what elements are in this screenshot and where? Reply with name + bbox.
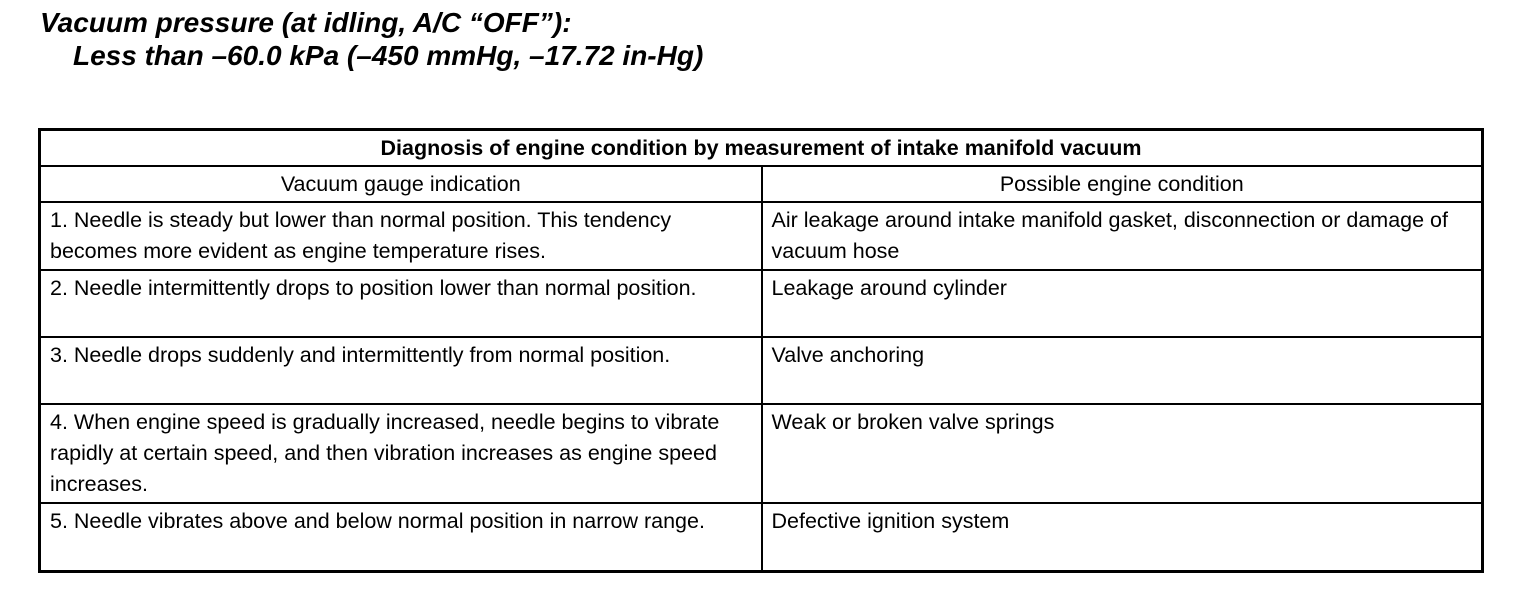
column-header-indication: Vacuum gauge indication <box>40 166 762 202</box>
table-caption: Diagnosis of engine condition by measurement of intake manifold vacuum <box>40 130 1483 167</box>
indication-cell: 4. When engine speed is gradually increased, needle begins to vibrate rapidly at certain speed, and then vibration increases as engine speed increases. <box>40 404 762 503</box>
condition-cell: Valve anchoring <box>762 337 1483 404</box>
table-row <box>40 404 1483 503</box>
column-header-condition: Possible engine condition <box>762 166 1483 202</box>
table-row <box>40 337 1483 404</box>
table-caption-row <box>40 130 1483 167</box>
indication-cell: 2. Needle intermittently drops to position lower than normal position. <box>40 270 762 337</box>
table-header-row <box>40 166 1483 202</box>
spec-value: Less than –60.0 kPa (–450 mmHg, –17.72 in-Hg) <box>73 40 704 71</box>
indication-cell: 5. Needle vibrates above and below normal position in narrow range. <box>40 503 762 572</box>
condition-cell: Air leakage around intake manifold gasket, disconnection or damage of vacuum hose <box>762 202 1483 270</box>
spec-title: Vacuum pressure (at idling, A/C “OFF”): <box>40 7 572 38</box>
condition-cell: Leakage around cylinder <box>762 270 1483 337</box>
table-row <box>40 503 1483 572</box>
vacuum-pressure-spec <box>40 6 740 72</box>
table-row <box>40 270 1483 337</box>
indication-cell: 3. Needle drops suddenly and intermittently from normal position. <box>40 337 762 404</box>
condition-cell: Weak or broken valve springs <box>762 404 1483 503</box>
table-row <box>40 202 1483 270</box>
indication-cell: 1. Needle is steady but lower than normal position. This tendency becomes more evident as engine temperature rises. <box>40 202 762 270</box>
diagnosis-table <box>38 128 1484 573</box>
condition-cell: Defective ignition system <box>762 503 1483 572</box>
